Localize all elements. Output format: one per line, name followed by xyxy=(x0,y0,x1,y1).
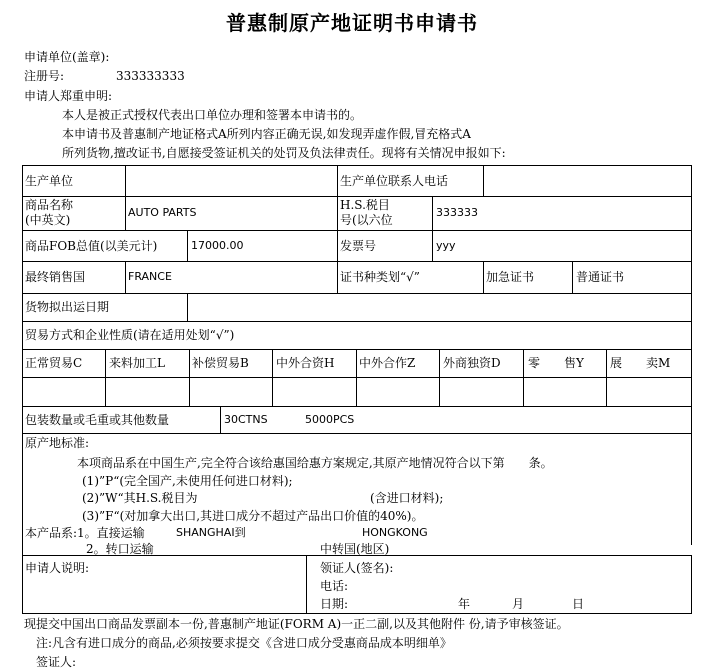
trade-mode-processing[interactable]: 来料加工L xyxy=(109,356,165,370)
table-border-bottom xyxy=(22,613,692,614)
transport-from[interactable]: SHANGHAI到 xyxy=(176,526,246,539)
col-line xyxy=(187,293,188,321)
col-line xyxy=(483,165,484,196)
row-line xyxy=(22,230,692,231)
col-line xyxy=(606,349,607,406)
origin-option-p[interactable]: (1)”P“(完全国产,未使用任何进口材料); xyxy=(82,474,293,488)
origin-line-1: 本项商品系在中国生产,完全符合该给惠国给惠方案规定,其原产地情况符合以下第 条。 xyxy=(77,456,553,470)
col-line xyxy=(189,349,190,406)
phone-label: 电话: xyxy=(320,579,349,593)
reg-no-value: 333333333 xyxy=(116,69,185,83)
signer-label: 签证人: xyxy=(36,655,77,669)
hs-label-1: H.S.税目 xyxy=(340,198,390,212)
hs-label-2: 号(以六位 xyxy=(340,213,393,227)
row-line xyxy=(22,377,692,378)
row-line xyxy=(22,321,692,322)
declaration-line-2: 本申请书及普惠制产地证格式A所列内容正确无误,如发现弄虚作假,冒充格式A xyxy=(62,127,471,141)
origin-option-f[interactable]: (3)”F“(对加拿大出口,其进口成分不超过产品出口价值的40%)。 xyxy=(82,509,424,523)
package-value-cartons[interactable]: 30CTNS xyxy=(224,413,268,426)
fob-value[interactable]: 17000.00 xyxy=(191,239,244,252)
fob-label: 商品FOB总值(以美元计) xyxy=(25,239,158,253)
submit-statement: 现提交中国出口商品发票副本一份,普惠制产地证(FORM A)一正二副,以及其他附件 份,请予审核签证。 xyxy=(24,617,569,631)
producer-phone-label: 生产单位联系人电话 xyxy=(340,174,449,188)
col-line xyxy=(337,165,338,293)
transport-transit-label: 2。转口运输 xyxy=(86,542,154,556)
ship-date-field[interactable] xyxy=(191,296,686,318)
col-line xyxy=(105,349,106,406)
applicant-note-label: 申请人说明: xyxy=(25,561,90,575)
col-line xyxy=(432,196,433,261)
trade-mode-compensation[interactable]: 补偿贸易B xyxy=(192,356,249,370)
col-line xyxy=(125,165,126,196)
row-line xyxy=(22,406,692,407)
col-line xyxy=(187,230,188,261)
date-year: 年 xyxy=(458,597,471,611)
transport-direct-label: 本产品系:1。直接运输 xyxy=(25,526,145,540)
normal-cert-option[interactable]: 普通证书 xyxy=(576,270,625,284)
col-line xyxy=(125,196,126,230)
ship-date-label: 货物拟出运日期 xyxy=(25,300,110,314)
trade-mode-exhibition[interactable]: 展 卖M xyxy=(610,356,671,370)
final-country-value[interactable]: FRANCE xyxy=(128,270,172,283)
col-line xyxy=(483,261,484,293)
date-month: 月 xyxy=(512,597,525,611)
trade-mode-normal[interactable]: 正常贸易C xyxy=(25,356,83,370)
cert-type-label: 证书种类划“√” xyxy=(340,270,420,284)
transport-to[interactable]: HONGKONG xyxy=(362,526,428,539)
producer-field[interactable] xyxy=(128,168,333,194)
table-border-top xyxy=(22,165,692,166)
date-label: 日期: xyxy=(320,597,349,611)
date-day: 日 xyxy=(572,597,585,611)
collector-label: 领证人(签名): xyxy=(320,561,394,575)
table-border-right-lower xyxy=(691,555,692,613)
declaration-line-3: 所列货物,擅改证书,自愿接受签证机关的处罚及负法律责任。现将有关情况申报如下: xyxy=(62,146,506,160)
goods-name-value[interactable]: AUTO PARTS xyxy=(128,206,197,219)
trade-mode-cooperation[interactable]: 中外合作Z xyxy=(359,356,416,370)
producer-label: 生产单位 xyxy=(25,174,74,188)
hs-value[interactable]: 333333 xyxy=(436,206,478,219)
package-value-pieces[interactable]: 5000PCS xyxy=(305,413,355,426)
trade-mode-foreign-owned[interactable]: 外商独资D xyxy=(443,356,501,370)
trade-mode-retail[interactable]: 零 售Y xyxy=(528,356,584,370)
import-content-note: 注:凡含有进口成分的商品,必须按要求提交《含进口成分受惠商品成本明细单》 xyxy=(36,636,452,650)
origin-option-w[interactable]: (2)”W“其H.S.税目为 xyxy=(82,491,198,505)
invoice-label: 发票号 xyxy=(340,239,377,253)
col-line xyxy=(439,349,440,406)
col-line xyxy=(572,261,573,293)
invoice-value[interactable]: yyy xyxy=(436,239,456,252)
transit-country-label: 中转国(地区) xyxy=(320,542,390,556)
col-line xyxy=(272,349,273,406)
table-border-right xyxy=(691,165,692,545)
row-line xyxy=(22,261,692,262)
trade-mode-joint-venture[interactable]: 中外合资H xyxy=(276,356,335,370)
final-country-label: 最终销售国 xyxy=(25,270,86,284)
col-line xyxy=(306,555,307,613)
row-line xyxy=(22,433,692,434)
origin-option-w-note: (含进口材料); xyxy=(370,491,444,505)
row-line xyxy=(22,349,692,350)
col-line xyxy=(523,349,524,406)
applicant-unit-label: 申请单位(盖章): xyxy=(24,50,110,64)
page-title: 普惠制原产地证明书申请书 xyxy=(226,11,478,35)
package-label: 包装数量或毛重或其他数量 xyxy=(25,413,170,427)
declaration-title: 申请人郑重申明: xyxy=(24,89,113,103)
declaration-line-1: 本人是被正式授权代表出口单位办理和签署本申请书的。 xyxy=(62,108,363,122)
col-line xyxy=(220,406,221,433)
table-border-left xyxy=(22,165,23,613)
goods-name-label-2: (中英文) xyxy=(25,213,71,227)
col-line xyxy=(125,261,126,293)
col-line xyxy=(356,349,357,406)
trade-mode-label: 贸易方式和企业性质(请在适用处划“√”) xyxy=(25,328,235,342)
row-line xyxy=(22,293,692,294)
producer-phone-field[interactable] xyxy=(486,168,686,194)
origin-title: 原产地标准: xyxy=(25,436,90,450)
reg-no-label: 注册号: xyxy=(24,69,65,83)
urgent-cert-option[interactable]: 加急证书 xyxy=(486,270,535,284)
goods-name-label-1: 商品名称 xyxy=(25,198,74,212)
row-line xyxy=(22,196,692,197)
